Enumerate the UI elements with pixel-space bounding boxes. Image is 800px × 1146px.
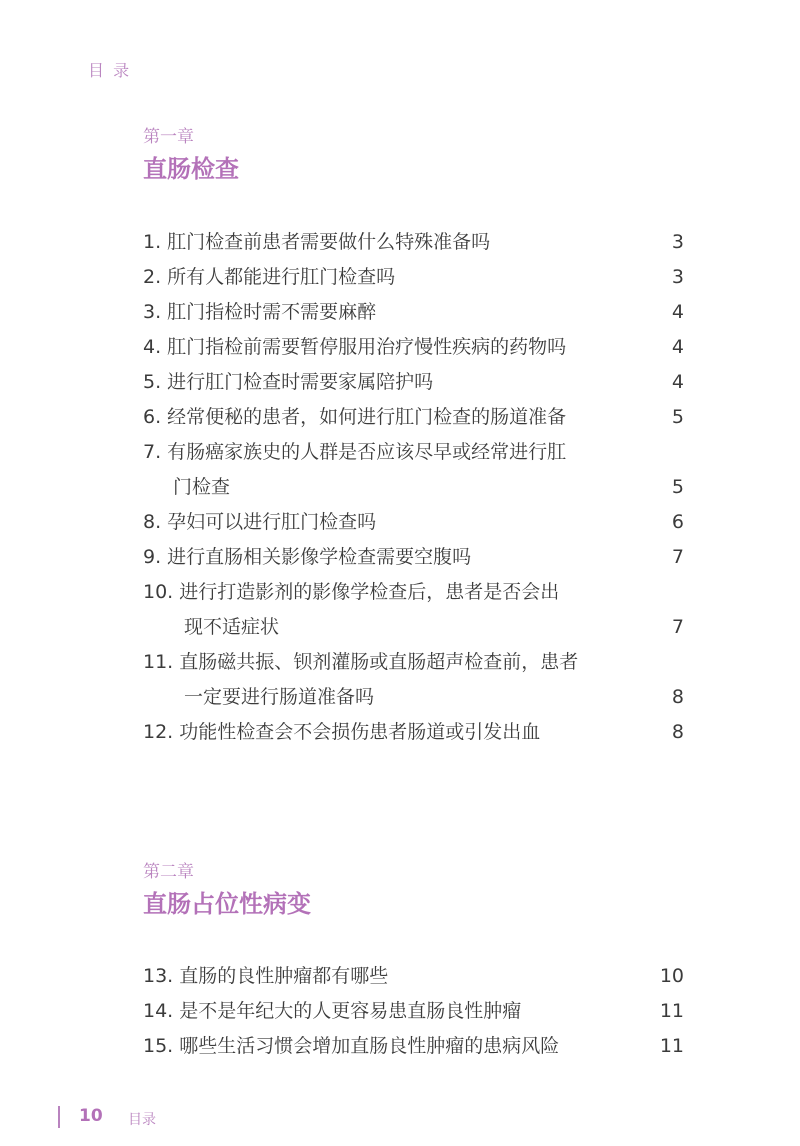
- toc-entry[interactable]: [143, 400, 684, 435]
- chapter-title: 直肠占位性病变: [143, 890, 311, 918]
- toc-list: [143, 959, 684, 1064]
- toc-entry-title: 5. 进行肛门检查时需要家属陪护吗: [143, 371, 434, 393]
- toc-entry-title-continued: 现不适症状: [184, 616, 280, 638]
- toc-page-number: 4: [671, 371, 684, 393]
- chapter-heading: [143, 857, 311, 919]
- toc-entry[interactable]: [143, 959, 684, 994]
- toc-entry-title: 2. 所有人都能进行肛门检查吗: [143, 266, 396, 288]
- toc-entry-title: 7. 有肠癌家族史的人群是否应该尽早或经常进行肛: [143, 441, 567, 463]
- toc-entry[interactable]: [143, 645, 684, 715]
- toc-page-number: 7: [671, 616, 684, 638]
- toc-page-number: 11: [659, 1000, 684, 1022]
- toc-entry[interactable]: [143, 225, 684, 260]
- toc-entry-title: 11. 直肠磁共振、钡剂灌肠或直肠超声检查前，患者: [143, 651, 579, 673]
- toc-entry-title: 14. 是不是年纪大的人更容易患直肠良性肿瘤: [143, 1000, 522, 1022]
- toc-entry[interactable]: [143, 540, 684, 575]
- toc-entry-title: 8. 孕妇可以进行肛门检查吗: [143, 511, 377, 533]
- toc-entry-title: 9. 进行直肠相关影像学检查需要空腹吗: [143, 546, 472, 568]
- toc-entry-title: 10. 进行打造影剂的影像学检查后，患者是否会出: [143, 581, 560, 603]
- toc-entry-title: 3. 肛门指检时需不需要麻醉: [143, 301, 377, 323]
- chapter-heading: [143, 122, 239, 184]
- toc-entry-title: 12. 功能性检查会不会损伤患者肠道或引发出血: [143, 721, 541, 743]
- toc-entry[interactable]: [143, 1029, 684, 1064]
- page-number: 10: [79, 1106, 103, 1126]
- toc-entry[interactable]: [143, 260, 684, 295]
- toc-page-number: 4: [671, 301, 684, 323]
- running-header: 目 录: [88, 61, 132, 80]
- toc-list: [143, 225, 684, 750]
- toc-entry[interactable]: [143, 435, 684, 505]
- toc-entry[interactable]: [143, 330, 684, 365]
- chapter-number: 第二章: [143, 862, 194, 882]
- chapter-number: 第一章: [143, 127, 194, 147]
- toc-page-number: 10: [659, 965, 684, 987]
- footer-divider: [58, 1106, 60, 1128]
- toc-entry-title: 15. 哪些生活习惯会增加直肠良性肿瘤的患病风险: [143, 1035, 560, 1057]
- toc-entry[interactable]: [143, 994, 684, 1029]
- toc-entry-title: 1. 肛门检查前患者需要做什么特殊准备吗: [143, 231, 491, 253]
- toc-entry-title: 6. 经常便秘的患者，如何进行肛门检查的肠道准备: [143, 406, 567, 428]
- toc-page-number: 7: [671, 546, 684, 568]
- footer-label: 目录: [128, 1112, 156, 1128]
- toc-entry-title-continued: 门检查: [173, 476, 231, 498]
- toc-entry[interactable]: [143, 505, 684, 540]
- toc-entry[interactable]: [143, 575, 684, 645]
- toc-entry-title-continued: 一定要进行肠道准备吗: [184, 686, 375, 708]
- toc-page-number: 8: [671, 686, 684, 708]
- toc-page-number: 3: [671, 266, 684, 288]
- toc-page-number: 5: [671, 406, 684, 428]
- toc-page-number: 3: [671, 231, 684, 253]
- toc-entry[interactable]: [143, 715, 684, 750]
- toc-page-number: 4: [671, 336, 684, 358]
- toc-page-number: 5: [671, 476, 684, 498]
- toc-page-number: 6: [671, 511, 684, 533]
- toc-page-number: 8: [671, 721, 684, 743]
- toc-entry-title: 13. 直肠的良性肿瘤都有哪些: [143, 965, 389, 987]
- toc-entry[interactable]: [143, 365, 684, 400]
- chapter-title: 直肠检查: [143, 155, 239, 183]
- toc-page-number: 11: [659, 1035, 684, 1057]
- toc-entry-title: 4. 肛门指检前需要暂停服用治疗慢性疾病的药物吗: [143, 336, 567, 358]
- toc-entry[interactable]: [143, 295, 684, 330]
